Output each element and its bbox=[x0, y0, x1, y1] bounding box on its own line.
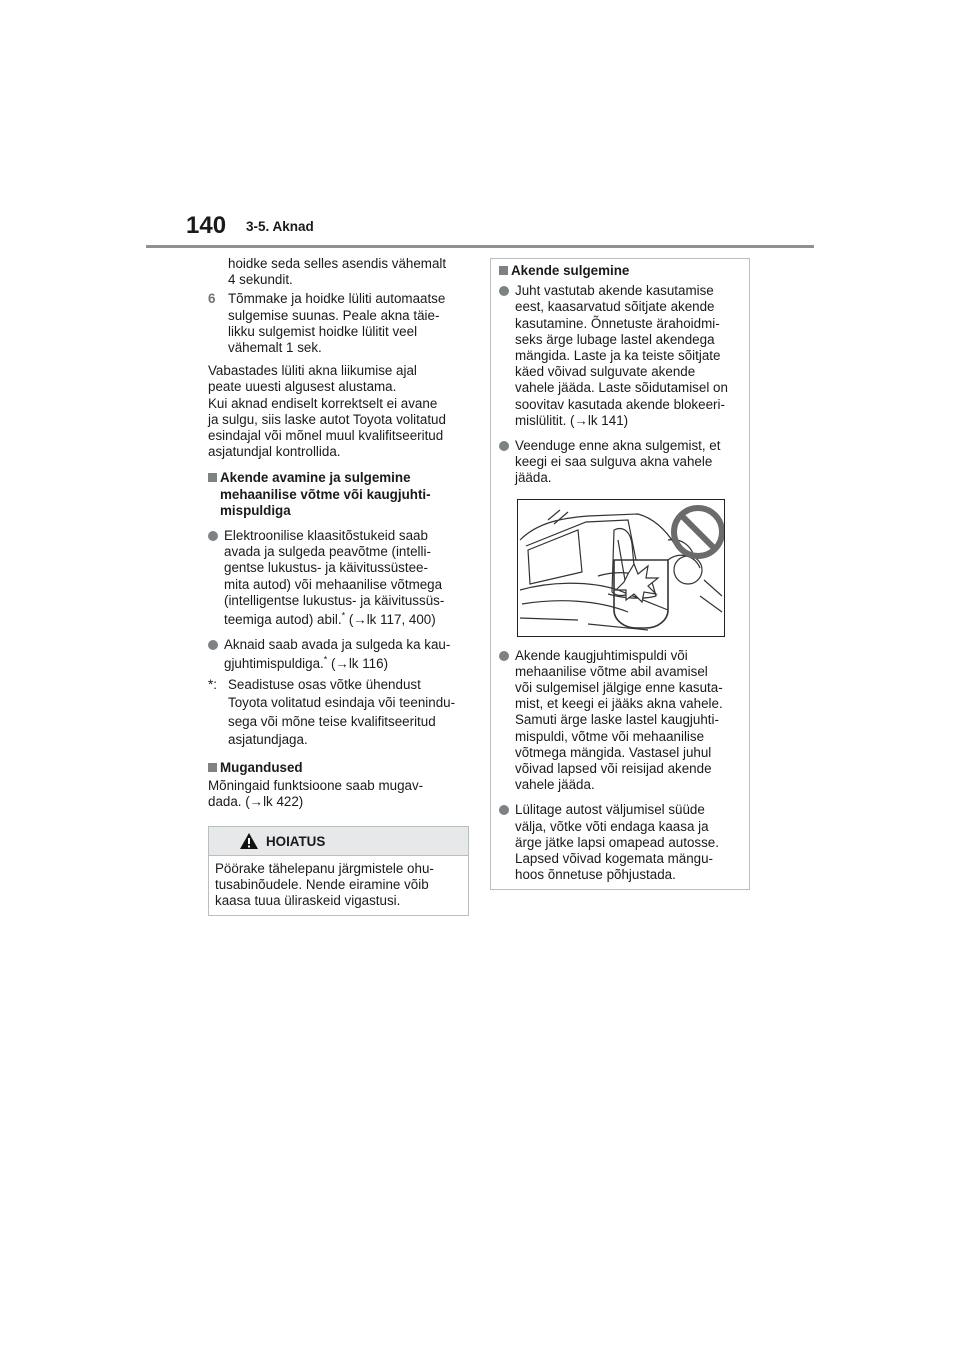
square-bullet-icon bbox=[499, 263, 511, 279]
text-line: peate uuesti algusest alustama. bbox=[208, 379, 397, 395]
square-bullet-icon bbox=[208, 470, 220, 519]
warning-text bbox=[209, 856, 468, 910]
text-line: Toyota volitatud esindaja või teenindu- bbox=[228, 695, 456, 711]
circle-bullet-icon bbox=[499, 802, 515, 883]
continued-text bbox=[208, 256, 470, 288]
heading-line: mehaanilise võtme või kaugjuhti- bbox=[220, 486, 431, 502]
text-line: vahele jääda. Laste sõidutamisel on bbox=[515, 380, 728, 396]
text-line: avada ja sulgeda peavõtme (intelli- bbox=[224, 544, 431, 560]
text-run: teemiga autod) abil. bbox=[224, 612, 342, 628]
text-line: välja, võtke võti endaga kaasa ja bbox=[515, 818, 709, 834]
text-run: gjuhtimispuldiga. bbox=[224, 656, 324, 672]
window-pinch-illustration bbox=[517, 499, 725, 637]
text-line: seks ärge lubage lastel akendega bbox=[515, 331, 715, 347]
text-line: Seadistuse osas võtke ühendust bbox=[228, 676, 421, 692]
prohibition-sign-icon bbox=[674, 508, 722, 556]
text-line: jääda. bbox=[515, 470, 552, 486]
text-line: eest, kaasarvatud sõitjate akende bbox=[515, 299, 715, 315]
text-line: mehaanilise võtme abil avamisel bbox=[515, 663, 708, 679]
text-line: gentse lukustus- ja käivitussüstee- bbox=[224, 560, 428, 576]
text-line: Juht vastutab akende kasutamise bbox=[515, 283, 714, 299]
text-line: vahele jääda. bbox=[515, 777, 595, 793]
heading-line: Akende avamine ja sulgemine bbox=[220, 470, 411, 486]
right-column-box bbox=[490, 258, 750, 890]
info-paragraph bbox=[208, 363, 470, 460]
text-line[interactable]: dada. (→lk 422) bbox=[208, 794, 304, 810]
text-line: Veenduge enne akna sulgemist, et bbox=[515, 438, 721, 454]
header-rule bbox=[146, 245, 814, 248]
text-line: Lapsed võivad kogemata mängu- bbox=[515, 851, 714, 867]
footnote bbox=[208, 676, 470, 750]
text-line: Pöörake tähelepanu järgmistele ohu- bbox=[215, 861, 434, 876]
text-line: mispuldi, võtme või mehaanilise bbox=[515, 728, 705, 744]
bullet-item bbox=[208, 637, 470, 672]
footnote-mark: *: bbox=[208, 676, 217, 692]
warning-box bbox=[208, 826, 469, 916]
text-line: vähemalt 1 sek. bbox=[228, 340, 322, 356]
circle-bullet-icon bbox=[499, 283, 515, 429]
window-pinch-icon bbox=[518, 500, 724, 636]
warning-triangle-icon bbox=[239, 832, 259, 850]
text-line: likku sulgemist hoidke lülitit veel bbox=[228, 323, 418, 339]
text-line: võtmega mängida. Vastasel juhul bbox=[515, 744, 712, 760]
left-column bbox=[208, 256, 470, 810]
text-line: Mõningaid funktsioone saab mugav- bbox=[208, 777, 424, 793]
text-line: ärge jätke lapsi omapead autosse. bbox=[515, 834, 719, 850]
bullet-item bbox=[208, 528, 470, 628]
text-line: Akende kaugjuhtimispuldi või bbox=[515, 647, 688, 663]
custom-text bbox=[208, 778, 470, 810]
circle-bullet-icon bbox=[499, 438, 515, 487]
section-heading-closing bbox=[499, 263, 741, 279]
text-line: keegi ei saa sulguva akna vahele bbox=[515, 454, 713, 470]
text-line: asjatundjal kontrollida. bbox=[208, 444, 341, 460]
section-title: 3-5. Aknad bbox=[246, 219, 314, 234]
text-line: mita autod) või mehaanilise võtmega bbox=[224, 576, 443, 592]
text-line: Kui aknad endiselt korrektselt ei avane bbox=[208, 395, 438, 411]
text-line: 4 sekundit. bbox=[228, 272, 293, 288]
text-line: Tõmmake ja hoidke lüliti automaatse bbox=[228, 291, 446, 307]
text-line bbox=[224, 612, 444, 628]
text-line: (intelligentse lukustus- ja käivitussüs- bbox=[224, 592, 445, 608]
bullet-item bbox=[499, 438, 741, 487]
square-bullet-icon bbox=[208, 760, 220, 776]
footnote-ref: * bbox=[323, 655, 328, 665]
text-line: käed võivad sulguvate akende bbox=[515, 364, 696, 380]
text-line: või sulgemisel jälgige enne kasuta- bbox=[515, 680, 723, 696]
text-line: hoos õnnetuse põhjustada. bbox=[515, 867, 676, 883]
text-line: asjatundjaga. bbox=[228, 732, 308, 748]
bullet-item bbox=[499, 802, 741, 883]
text-line: ja sulgu, siis laske autot Toyota volitatud bbox=[208, 411, 446, 427]
circle-bullet-icon bbox=[208, 528, 224, 628]
warning-header bbox=[209, 827, 468, 856]
text-line: mist, et keegi ei jääks akna vahele. bbox=[515, 696, 723, 712]
text-line: soovitav kasutada akende blokeeri- bbox=[515, 396, 725, 412]
page-number: 140 bbox=[186, 212, 227, 239]
step-6 bbox=[208, 291, 470, 356]
text-line: kasutamine. Õnnetuste ärahoidmi- bbox=[515, 315, 720, 331]
circle-bullet-icon bbox=[208, 637, 224, 672]
section-heading-custom bbox=[208, 760, 470, 776]
heading-line: Akende sulgemine bbox=[511, 263, 630, 278]
warning-title: HOIATUS bbox=[266, 834, 326, 849]
text-line: kaasa tuua üliraskeid vigastusi. bbox=[215, 893, 401, 909]
footnote-ref: * bbox=[341, 610, 346, 621]
text-line: Samuti ärge laske lastel kaugjuhti- bbox=[515, 712, 719, 728]
text-line bbox=[224, 656, 450, 672]
text-line: võivad lapsed või reisijad akende bbox=[515, 761, 712, 777]
step-text bbox=[228, 291, 445, 356]
page-ref[interactable]: (→lk 116) bbox=[327, 656, 389, 672]
text-line: hoidke seda selles asendis vähemalt bbox=[228, 256, 447, 271]
step-number: 6 bbox=[208, 291, 216, 307]
text-line: Elektroonilise klaasitõstukeid saab bbox=[224, 528, 428, 544]
page-ref[interactable]: (→lk 117, 400) bbox=[345, 612, 436, 628]
text-line: tusabinõudele. Nende eiramine võib bbox=[215, 877, 429, 893]
bullet-item bbox=[499, 283, 741, 429]
heading-line: mispuldiga bbox=[220, 502, 291, 518]
text-line: Vabastades lüliti akna liikumise ajal bbox=[208, 363, 417, 379]
text-line: Aknaid saab avada ja sulgeda ka kau- bbox=[224, 637, 451, 653]
heading-line: Mugandused bbox=[220, 759, 303, 775]
text-line: mängida. Laste ja ka teiste sõitjate bbox=[515, 348, 721, 364]
text-line: sulgemise suunas. Peale akna täie- bbox=[228, 307, 440, 323]
circle-bullet-icon bbox=[499, 648, 515, 794]
text-line[interactable]: mislülitit. (→lk 141) bbox=[515, 412, 629, 428]
section-heading-remote bbox=[208, 470, 470, 519]
text-line: sega või mõne teise kvalifitseeritud bbox=[228, 713, 436, 729]
text-line: Lülitage autost väljumisel süüde bbox=[515, 802, 705, 818]
bullet-item bbox=[499, 648, 741, 794]
text-line: esindajal või mõnel muul kvalifitseeritud bbox=[208, 428, 444, 444]
